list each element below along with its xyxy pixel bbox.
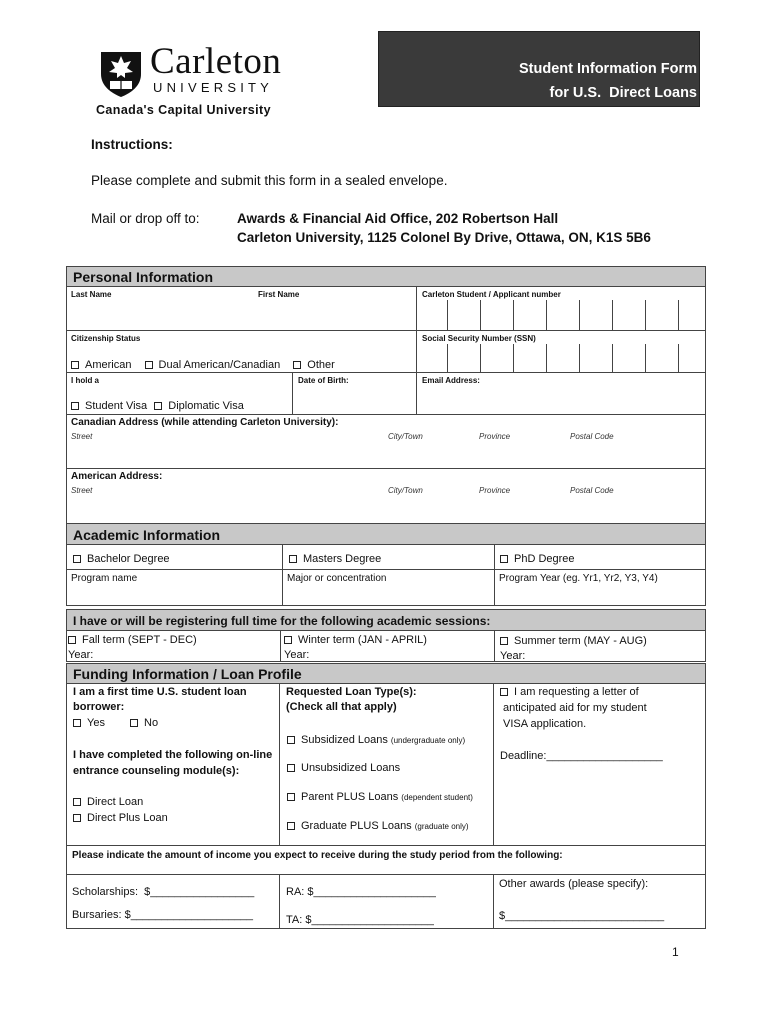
other-awards-label: Other awards (please specify): — [499, 878, 649, 890]
student-visa-label: Student Visa — [85, 400, 148, 412]
grad-plus-note: (graduate only) — [414, 822, 469, 831]
masters-checkbox[interactable] — [289, 555, 297, 563]
parent-plus-checkbox[interactable] — [287, 793, 295, 801]
academic-section-header — [66, 523, 706, 545]
grad-plus-label: Graduate PLUS Loans — [301, 820, 412, 832]
scholarships-field[interactable]: Scholarships: $_________________ — [72, 886, 255, 898]
citizenship-options — [71, 359, 335, 371]
fall-term-option — [68, 634, 197, 646]
american-label: American — [85, 359, 132, 371]
american-address-label: American Address: — [71, 471, 163, 482]
fall-term-label: Fall term (SEPT - DEC) — [82, 634, 197, 646]
parent-plus-option — [287, 791, 473, 803]
subsidized-checkbox[interactable] — [287, 736, 295, 744]
requested-line2: (Check all that apply) — [286, 701, 397, 713]
american-checkbox[interactable] — [71, 361, 79, 369]
no-label: No — [144, 717, 159, 729]
masters-label: Masters Degree — [303, 553, 382, 565]
winter-term-checkbox[interactable] — [284, 636, 292, 644]
unsubsidized-checkbox[interactable] — [287, 764, 295, 772]
phd-label: PhD Degree — [514, 553, 575, 565]
yes-checkbox[interactable] — [73, 719, 81, 727]
us-city-label: City/Town — [388, 486, 423, 495]
fall-year-label: Year: — [68, 649, 94, 661]
name-input-area[interactable] — [67, 300, 415, 330]
counsel-line2: entrance counseling module(s): — [73, 765, 240, 777]
form-title-line2: for U.S. Direct Loans — [549, 85, 697, 101]
grad-plus-checkbox[interactable] — [287, 822, 295, 830]
diplomatic-visa-checkbox[interactable] — [154, 402, 162, 410]
phd-checkbox[interactable] — [500, 555, 508, 563]
summer-year-label: Year: — [500, 650, 526, 662]
shield-icon — [98, 48, 144, 98]
other-awards-field[interactable]: $__________________________ — [499, 910, 665, 922]
funding-section-title: Funding Information / Loan Profile — [73, 666, 302, 682]
funding-section-header — [66, 663, 706, 684]
direct-plus-label: Direct Plus Loan — [87, 812, 168, 824]
letter-option — [500, 686, 639, 698]
other-checkbox[interactable] — [293, 361, 301, 369]
direct-loan-checkbox[interactable] — [73, 798, 81, 806]
program-year-label: Program Year (eg. Yr1, Yr2, Y3, Y4) — [499, 573, 658, 584]
program-name-label: Program name — [71, 573, 138, 584]
masters-option — [289, 553, 381, 565]
sessions-header — [66, 609, 706, 631]
subsidized-option — [287, 734, 465, 746]
citizenship-label: Citizenship Status — [71, 334, 141, 343]
first-time-line1: I am a first time U.S. student loan — [73, 686, 247, 698]
first-name-label: First Name — [258, 290, 300, 299]
parent-plus-label: Parent PLUS Loans — [301, 791, 399, 803]
american-address-input[interactable] — [67, 497, 705, 522]
unsubsidized-label: Unsubsidized Loans — [301, 762, 401, 774]
direct-plus-checkbox[interactable] — [73, 814, 81, 822]
fall-term-checkbox[interactable] — [68, 636, 76, 644]
winter-term-option — [284, 634, 427, 646]
address-line1: Awards & Financial Aid Office, 202 Robertson Hall — [237, 211, 559, 226]
ca-province-label: Province — [479, 432, 511, 441]
requested-line1: Requested Loan Type(s): — [286, 686, 417, 698]
phd-option — [500, 553, 575, 565]
dual-checkbox[interactable] — [145, 361, 153, 369]
letter-line2: anticipated aid for my student — [503, 702, 647, 714]
canadian-address-input[interactable] — [67, 443, 705, 467]
deadline-field[interactable]: Deadline:___________________ — [500, 750, 663, 762]
student-number-label: Carleton Student / Applicant number — [422, 290, 561, 299]
winter-year-label: Year: — [284, 649, 310, 661]
ca-postal-label: Postal Code — [570, 432, 614, 441]
student-visa-checkbox[interactable] — [71, 402, 79, 410]
ra-field[interactable]: RA: $____________________ — [286, 886, 436, 898]
i-hold-label: I hold a — [71, 376, 99, 385]
bursaries-field[interactable]: Bursaries: $____________________ — [72, 909, 254, 921]
address-line2: Carleton University, 1125 Colonel By Drive, Ottawa, ON, K1S 5B6 — [237, 230, 651, 245]
tagline: Canada's Capital University — [96, 103, 271, 117]
summer-term-label: Summer term (MAY - AUG) — [514, 635, 647, 647]
unsubsidized-option — [287, 762, 400, 774]
diplomatic-visa-label: Diplomatic Visa — [168, 400, 244, 412]
email-input[interactable] — [417, 386, 705, 413]
bachelor-option — [73, 553, 170, 565]
letter-checkbox[interactable] — [500, 688, 508, 696]
summer-term-option — [500, 635, 647, 647]
bachelor-checkbox[interactable] — [73, 555, 81, 563]
us-postal-label: Postal Code — [570, 486, 614, 495]
direct-plus-option — [73, 812, 168, 824]
subsidized-label: Subsidized Loans — [301, 734, 388, 746]
summer-term-checkbox[interactable] — [500, 637, 508, 645]
ca-street-label: Street — [71, 432, 93, 441]
dob-input[interactable] — [293, 386, 415, 413]
canadian-address-label: Canadian Address (while attending Carleton University): — [71, 417, 339, 428]
parent-plus-note: (dependent student) — [401, 793, 473, 802]
student-number-input[interactable] — [417, 300, 705, 330]
instructions-heading: Instructions: — [91, 137, 173, 152]
us-province-label: Province — [479, 486, 511, 495]
email-label: Email Address: — [422, 376, 480, 385]
sessions-heading: I have or will be registering full time for the following academic sessions: — [73, 614, 491, 628]
ta-field[interactable]: TA: $____________________ — [286, 914, 434, 926]
subsidized-note: (undergraduate only) — [390, 736, 466, 745]
bachelor-label: Bachelor Degree — [87, 553, 170, 565]
ssn-label: Social Security Number (SSN) — [422, 334, 536, 343]
direct-loan-option — [73, 796, 143, 808]
letter-line3: VISA application. — [503, 718, 587, 730]
us-street-label: Street — [71, 486, 93, 495]
form-title-banner — [378, 31, 700, 107]
yes-label: Yes — [87, 717, 105, 729]
grad-plus-option — [287, 820, 469, 832]
first-time-line2: borrower: — [73, 701, 125, 713]
dual-label: Dual American/Canadian — [158, 359, 281, 371]
letter-line1: I am requesting a letter of — [514, 686, 639, 698]
last-name-label: Last Name — [71, 290, 112, 299]
form-title-line1: Student Information Form — [518, 61, 697, 77]
direct-loan-label: Direct Loan — [87, 796, 144, 808]
dob-label: Date of Birth: — [298, 376, 349, 385]
instructions-line: Please complete and submit this form in a sealed envelope. — [91, 173, 448, 188]
carleton-logo — [96, 41, 306, 118]
visa-options — [71, 400, 244, 412]
personal-section-header — [66, 266, 706, 287]
academic-section-title: Academic Information — [73, 527, 221, 543]
ssn-input[interactable] — [417, 344, 705, 372]
page-number: 1 — [672, 945, 679, 959]
counsel-line1: I have completed the following on-line — [73, 749, 273, 761]
personal-section-title: Personal Information — [73, 269, 214, 285]
mail-label: Mail or drop off to: — [91, 211, 200, 226]
winter-term-label: Winter term (JAN - APRIL) — [298, 634, 427, 646]
yes-no-options — [73, 717, 158, 729]
university-name: Carleton — [150, 41, 282, 82]
no-checkbox[interactable] — [130, 719, 138, 727]
university-word: UNIVERSITY — [153, 80, 274, 95]
major-label: Major or concentration — [287, 573, 387, 584]
ca-city-label: City/Town — [388, 432, 423, 441]
income-heading: Please indicate the amount of income you expect to receive during the study period from the following: — [72, 850, 563, 861]
other-label: Other — [307, 359, 335, 371]
